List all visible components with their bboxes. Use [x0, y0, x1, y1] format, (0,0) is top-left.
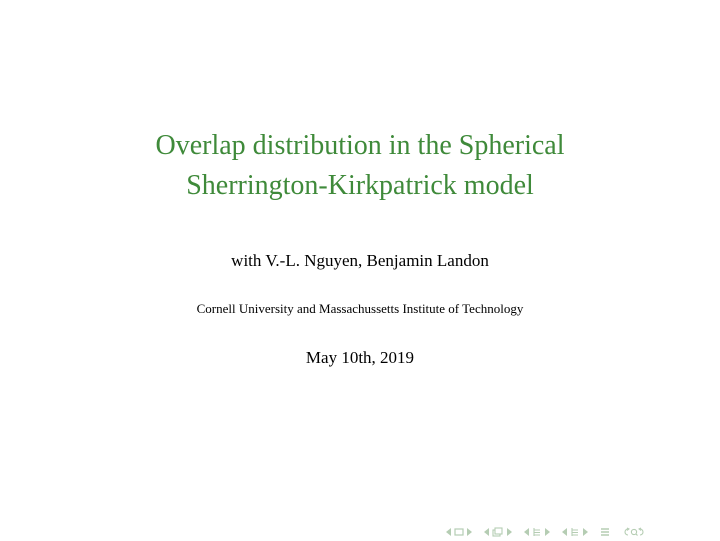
authors: with V.-L. Nguyen, Benjamin Landon	[231, 251, 489, 270]
nav-search-group	[622, 526, 648, 538]
frame-icon[interactable]	[454, 526, 464, 538]
nav-section-group	[524, 526, 552, 538]
left-arrow-icon[interactable]	[484, 526, 490, 538]
title-line-2: Sherrington-Kirkpatrick model	[186, 170, 534, 201]
right-arrow-icon[interactable]	[582, 526, 588, 538]
nav-subsection-group	[484, 526, 514, 538]
left-arrow-icon[interactable]	[524, 526, 530, 538]
subsection-icon[interactable]	[492, 526, 504, 538]
left-arrow-icon[interactable]	[562, 526, 568, 538]
nav-slide-group	[562, 526, 590, 538]
nav-frame-group	[446, 526, 474, 538]
right-arrow-icon[interactable]	[544, 526, 550, 538]
nav-appendix-group	[600, 526, 612, 538]
left-arrow-icon[interactable]	[446, 526, 452, 538]
slide-icon[interactable]	[570, 526, 580, 538]
institute: Cornell University and Massachussetts Institute of Technology	[196, 301, 524, 316]
title-line-1: Overlap distribution in the Spherical	[155, 130, 565, 161]
navigation-symbols	[446, 525, 658, 539]
search-back-forward-icon[interactable]	[622, 526, 646, 538]
date: May 10th, 2019	[305, 348, 415, 367]
right-arrow-icon[interactable]	[506, 526, 512, 538]
appendix-icon[interactable]	[600, 526, 610, 538]
section-icon[interactable]	[532, 526, 542, 538]
right-arrow-icon[interactable]	[466, 526, 472, 538]
